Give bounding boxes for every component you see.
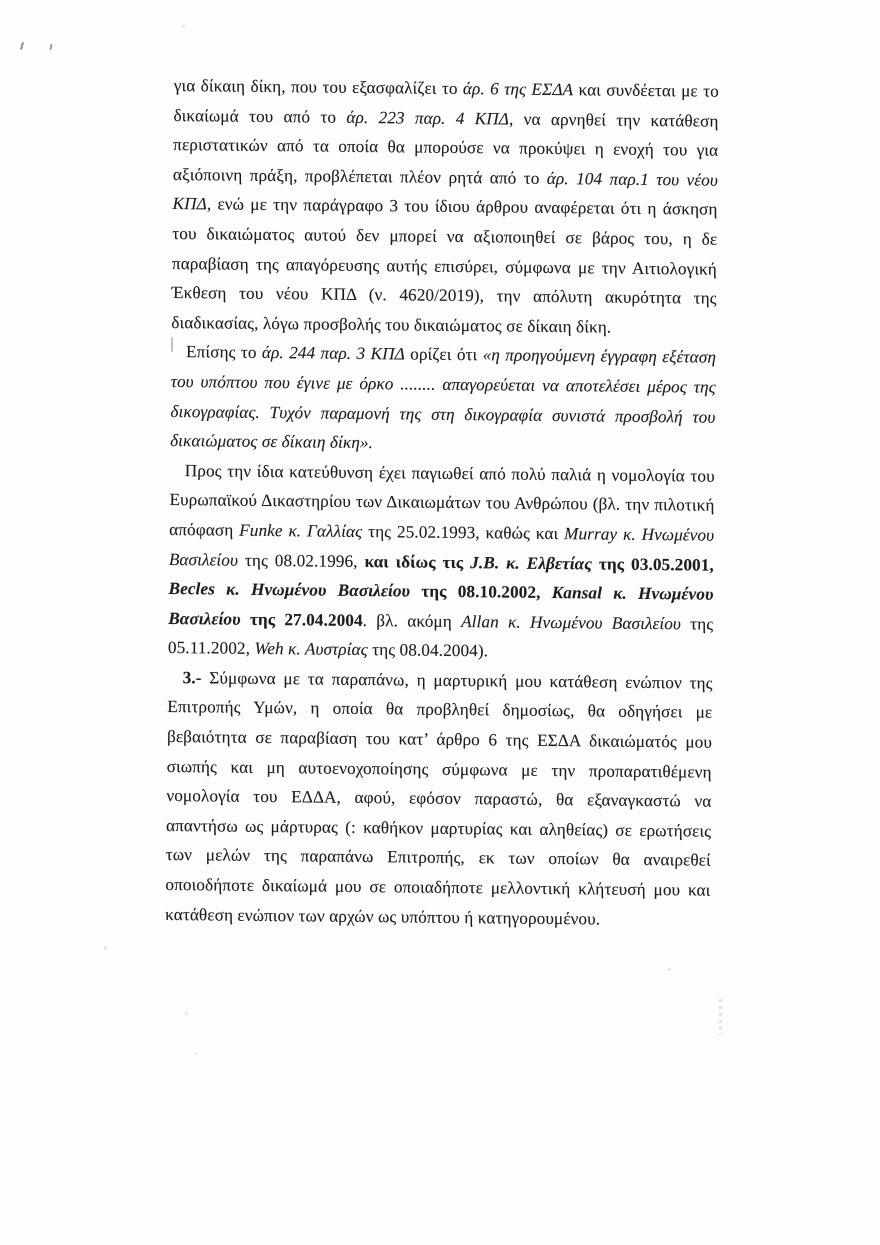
text-segment: Προς την ίδια κατεύθυνση έχει παγιωθεί από πολύ παλιά η νομολογία του Ευρωπαϊκού Δικαστηρίου των Δικαιωμάτων του Ανθρώπου (βλ. την πιλοτική απόφαση xyxy=(169,460,715,540)
text-segment: άρ. 223 παρ. 4 ΚΠΔ xyxy=(346,107,510,129)
scan-speck-topleft-1 xyxy=(20,42,24,50)
scan-speck-topleft-2 xyxy=(49,44,52,50)
text-segment: 3.- xyxy=(182,667,202,688)
paragraph-1 xyxy=(171,71,719,343)
scan-speck-bottomleft xyxy=(104,946,107,950)
text-segment: «η προηγούμενη έγγραφη εξέταση του υπόπτου που έγινε με όρκο ........ απαγορεύεται να αποτελέσει μέρος της δικογραφίας. Τυχόν παραμονή της στη δικογραφία συνιστά προσβολή του δικαιώματος σε δίκαιη δίκη». xyxy=(170,345,717,453)
text-segment: της 25.02.1993, καθώς και xyxy=(362,521,565,544)
text-segment: και ιδίως τις xyxy=(364,551,471,572)
paragraph-4 xyxy=(165,663,713,935)
text-segment: , ενώ με την παράγραφο 3 του ίδιου άρθρου αναφέρεται ότι η άσκηση του δικαιώματος αυτού δεν μπορεί να αξιοποιηθεί σε βάρος του, η δε παραβίαση της απαγόρευσης αυτής επισύρει, σύμφωνα με την Αιτιολογική Έκθεση του νέου ΚΠΔ (ν. 4620/2019), την απόλυτη ακυρότητα της διαδικασίας, λόγω προσβολής του δικαιώματος σε δίκαιη δίκη. xyxy=(171,194,718,337)
text-segment: Επίσης το xyxy=(185,342,263,363)
scan-speck-top xyxy=(182,25,185,28)
scan-speck-right xyxy=(668,968,671,971)
text-segment: Weh κ. Αυστρίας xyxy=(254,639,368,660)
text-segment: της 08.10.2002, xyxy=(410,581,552,603)
text-segment: Allan κ. Ηνωμένου Βασιλείου xyxy=(461,611,682,634)
text-segment: Funke κ. Γαλλίας xyxy=(239,520,363,541)
scan-smudge-right xyxy=(719,999,722,1035)
text-segment: άρ. 6 της ΕΣΔΑ xyxy=(462,79,574,100)
text-segment: της 05.11.2002, xyxy=(167,614,714,659)
scan-speck-lower-2 xyxy=(194,1052,197,1055)
text-segment: της 08.04.2004). xyxy=(367,640,489,661)
scan-speck-lower-1 xyxy=(185,1012,188,1015)
text-segment: J.B. κ. Ελβετίας xyxy=(470,552,593,573)
text-segment: της 27.04.2004 xyxy=(240,609,363,630)
text-segment: για δίκαιη δίκη, που του εξασφαλίζει το xyxy=(173,75,464,99)
text-segment: Kansal κ. Ηνωμένου Βασιλείου xyxy=(168,583,714,629)
text-segment: της 08.02.1996, xyxy=(237,550,365,571)
text-segment: Murray κ. Ηνωμένου Βασιλείου xyxy=(168,524,715,570)
text-segment: άρ. 104 παρ.1 του νέου ΚΠΔ xyxy=(172,168,719,214)
text-segment: ορίζει ότι xyxy=(404,344,483,365)
text-segment: άρ. 244 παρ. 3 ΚΠΔ xyxy=(261,343,405,364)
paragraph-3 xyxy=(168,456,715,669)
text-segment: και συνδέεται με το δικαίωμά του από το xyxy=(173,80,719,127)
text-segment: . βλ. ακόμη xyxy=(362,610,462,631)
text-segment: της 03.05.2001, xyxy=(591,553,714,575)
text-segment: Σύμφωνα με τα παραπάνω, η μαρτυρική μου κατάθεση ενώπιον της Επιτροπής Υμών, η οποία θα προβληθεί δημοσίως, θα οδηγήσει με βεβαιότητα σε παραβίαση του κατ’ άρθρο 6 της ΕΣΔΑ δικαιώματός μου σιωπής και μη αυτοενοχοποίησης σύμφωνα με την προπαρατιθέμενη νομολογία του ΕΔΔΑ, αφού, εφόσον παραστώ, θα εξαναγκαστώ να απαντήσω ως μάρτυρας (: καθήκον μαρτυρίας και αληθείας) σε ερωτήσεις των μελών της παραπάνω Επιτροπής, εκ των οποίων θα αναιρεθεί οποιοδήποτε δικαίωμά μου σε οποιαδήποτε μελλοντική κλήτευσή μου και κατάθεση ενώπιον των αρχών ως υπόπτου ή κατηγορουμένου. xyxy=(165,668,713,929)
paragraph-2 xyxy=(170,337,716,461)
text-segment: , να αρνηθεί την κατάθεση περιστατικών από τα οποία θα μπορούσε να προκύψει η ενοχή του για αξιόποινη πράξη, προβλέπεται πλέον ρητά από το xyxy=(172,109,719,188)
document-text xyxy=(165,71,719,935)
text-segment: Becles κ. Ηνωμένου Βασιλείου xyxy=(168,579,411,601)
